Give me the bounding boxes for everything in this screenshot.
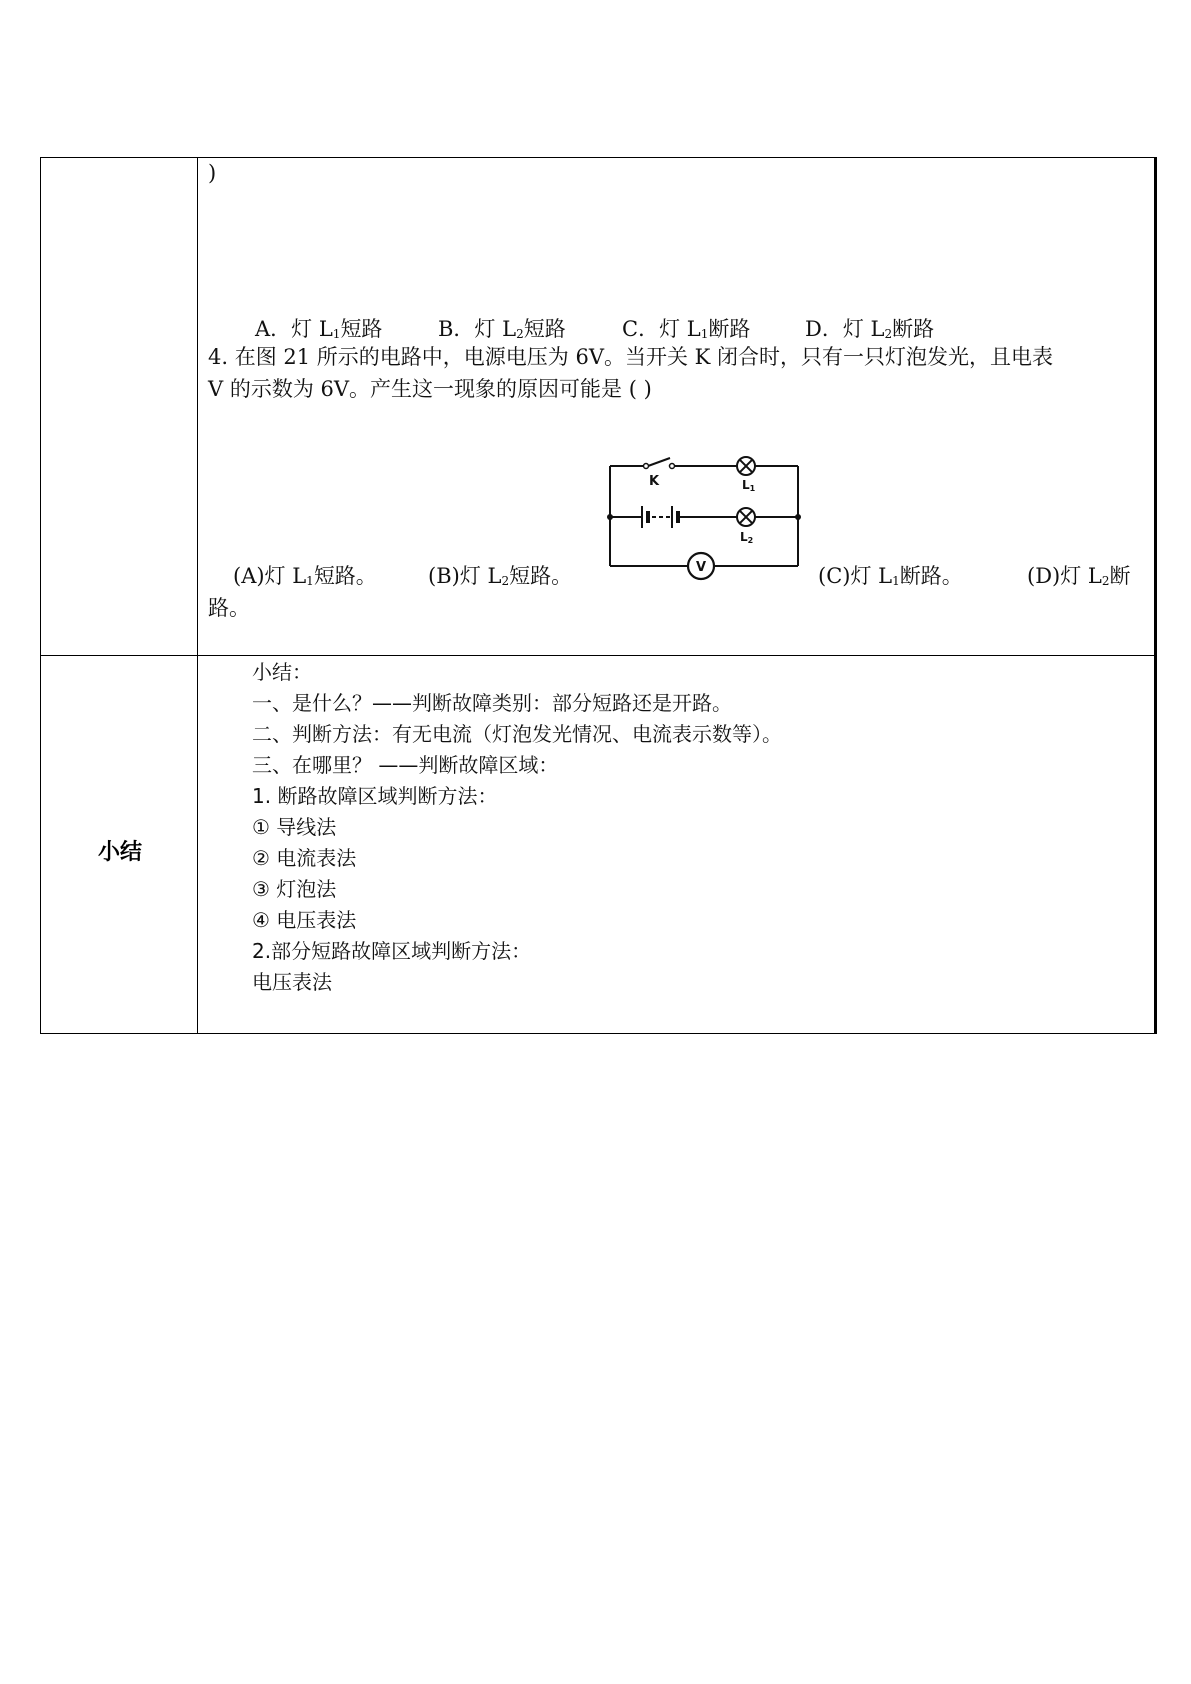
summary-line: 电压表法 bbox=[252, 970, 332, 994]
summary-line: ④ 电压表法 bbox=[252, 908, 357, 932]
summary-line: 三、在哪里？ ——判断故障区域： bbox=[252, 753, 559, 777]
summary-line: 一、是什么？——判断故障类别：部分短路还是开路。 bbox=[252, 691, 732, 715]
summary-line: ② 电流表法 bbox=[252, 846, 357, 870]
column-divider bbox=[197, 158, 198, 1033]
q4-option-a: (A)灯 L1短路。 bbox=[233, 564, 377, 588]
stray-paren: ) bbox=[208, 161, 217, 185]
lamp-l1-label: L1 bbox=[742, 478, 756, 493]
q4-option-c: (C)灯 L1断路。 bbox=[818, 564, 963, 588]
row-divider bbox=[41, 655, 1155, 656]
switch-contact-right bbox=[670, 464, 675, 469]
q4-text-line2: V 的示数为 6V。产生这一现象的原因可能是 ( ) bbox=[208, 377, 652, 401]
junction-right bbox=[795, 514, 801, 520]
switch-contact-left bbox=[644, 464, 649, 469]
lamp-l2-label: L2 bbox=[740, 530, 754, 545]
lamp-l2-icon bbox=[737, 508, 755, 526]
summary-line: ① 导线法 bbox=[252, 815, 337, 839]
lamp-l1-icon bbox=[737, 457, 755, 475]
table-right-border bbox=[1154, 157, 1157, 1034]
q3-option-c: C．灯 L1断路 bbox=[622, 317, 751, 341]
q4-option-b: (B)灯 L2短路。 bbox=[428, 564, 573, 588]
q3-option-d: D．灯 L2断路 bbox=[805, 317, 935, 341]
q3-option-b: B．灯 L2短路 bbox=[438, 317, 566, 341]
q3-options bbox=[255, 319, 382, 340]
summary-line: 2.部分短路故障区域判断方法： bbox=[252, 939, 532, 963]
q4-option-d: (D)灯 L2断 bbox=[1027, 564, 1131, 588]
summary-line: 二、判断方法：有无电流（灯泡发光情况、电流表示数等）。 bbox=[252, 722, 782, 746]
circuit-diagram bbox=[600, 452, 810, 592]
summary-line: ③ 灯泡法 bbox=[252, 877, 337, 901]
voltmeter-label: V bbox=[695, 560, 707, 575]
summary-heading: 小结： bbox=[252, 660, 312, 684]
q4-option-d-wrap: 路。 bbox=[208, 596, 250, 620]
switch-label: K bbox=[648, 474, 660, 489]
q3-option-a: A．灯 L1短路 bbox=[255, 317, 383, 341]
q4-text-line1: 4. 在图 21 所示的电路中，电源电压为 6V。当开关 K 闭合时，只有一只灯泡发光，且电表 bbox=[208, 345, 1054, 369]
junction-left bbox=[607, 514, 613, 520]
summary-line: 1. 断路故障区域判断方法： bbox=[252, 784, 498, 808]
switch-blade bbox=[648, 458, 670, 466]
summary-row-label: 小结 bbox=[98, 840, 143, 865]
